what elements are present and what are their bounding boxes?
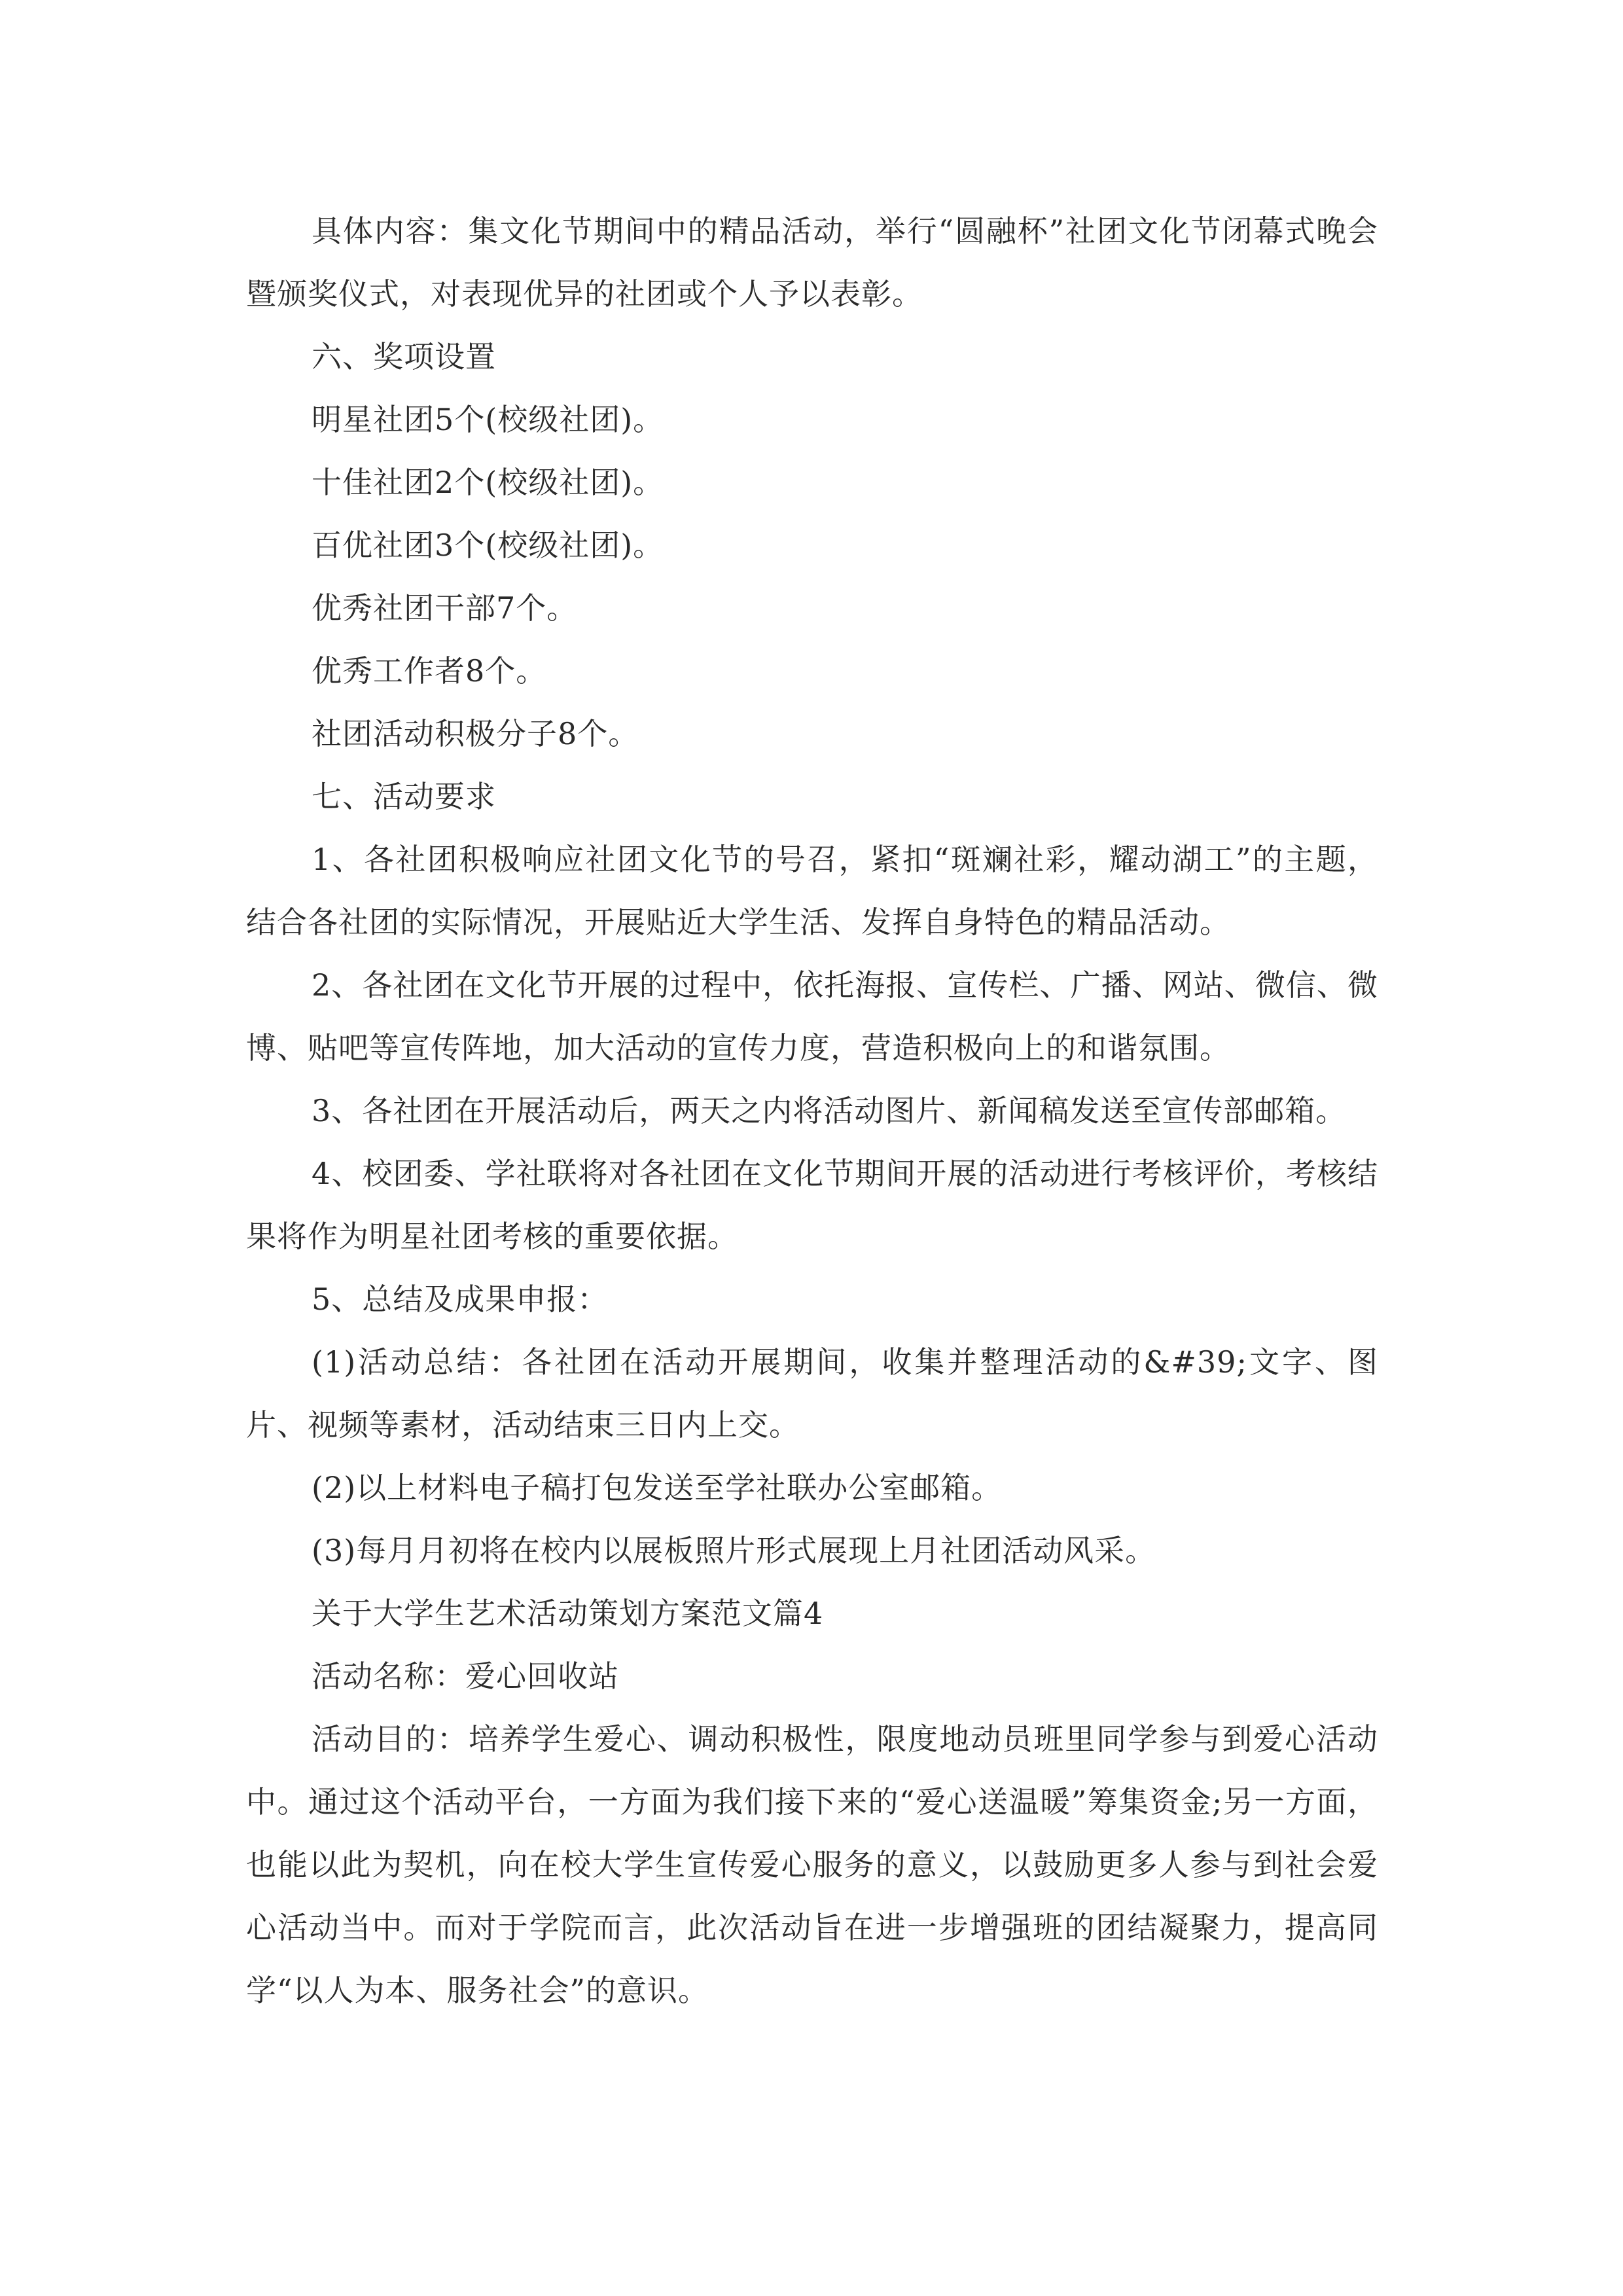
document-body — [246, 200, 1378, 2022]
requirement-item: 4、校团委、学社联将对各社团在文化节期间开展的活动进行考核评价，考核结果将作为明星社团考核的重要依据。 — [246, 1156, 1378, 1254]
event-purpose: 活动目的：培养学生爱心、调动积极性，限度地动员班里同学参与到爱心活动中。通过这个活动平台，一方面为我们接下来的“爱心送温暖”筹集资金;另一方面，也能以此为契机，向在校大学生宣传爱心服务的意义，以鼓励更多人参与到社会爱心活动当中。而对于学院而言，此次活动旨在进一步增强班的团结凝聚力，提高同学“以人为本、服务社会”的意识。 — [246, 1721, 1378, 2008]
sub-item: (3)每月月初将在校内以展板照片形式展现上月社团活动风采。 — [312, 1533, 1156, 1568]
requirement-item: 2、各社团在文化节开展的过程中，依托海报、宣传栏、广播、网站、微信、微博、贴吧等宣传阵地，加大活动的宣传力度，营造积极向上的和谐氛围。 — [246, 967, 1378, 1066]
sub-item: (1)活动总结：各社团在活动开展期间，收集并整理活动的&#39;文字、图片、视频等素材，活动结束三日内上交。 — [246, 1344, 1378, 1443]
list-item: 明星社团5个(校级社团)。 — [312, 402, 664, 437]
requirement-item: 3、各社团在开展活动后，两天之内将活动图片、新闻稿发送至宣传部邮箱。 — [312, 1093, 1347, 1128]
list-item: 十佳社团2个(校级社团)。 — [312, 465, 664, 500]
requirement-item: 5、总结及成果申报： — [312, 1282, 609, 1317]
heading-awards: 六、奖项设置 — [312, 339, 496, 374]
list-item: 优秀社团干部7个。 — [312, 590, 578, 626]
list-item: 优秀工作者8个。 — [312, 653, 547, 689]
paragraph-event-content: 具体内容：集文化节期间中的精品活动，举行“圆融杯”社团文化节闭幕式晚会暨颁奖仪式，对表现优异的社团或个人予以表彰。 — [246, 213, 1378, 312]
list-item: 百优社团3个(校级社团)。 — [312, 528, 664, 563]
heading-requirements: 七、活动要求 — [312, 779, 496, 814]
section-title: 关于大学生艺术活动策划方案范文篇4 — [312, 1596, 824, 1631]
requirement-item: 1、各社团积极响应社团文化节的号召，紧扣“斑斓社彩，耀动湖工”的主题，结合各社团的实际情况，开展贴近大学生活、发挥自身特色的精品活动。 — [246, 842, 1378, 940]
list-item: 社团活动积极分子8个。 — [312, 716, 639, 751]
event-name: 活动名称：爱心回收站 — [312, 1659, 619, 1694]
sub-item: (2)以上材料电子稿打包发送至学社联办公室邮箱。 — [312, 1470, 1003, 1505]
